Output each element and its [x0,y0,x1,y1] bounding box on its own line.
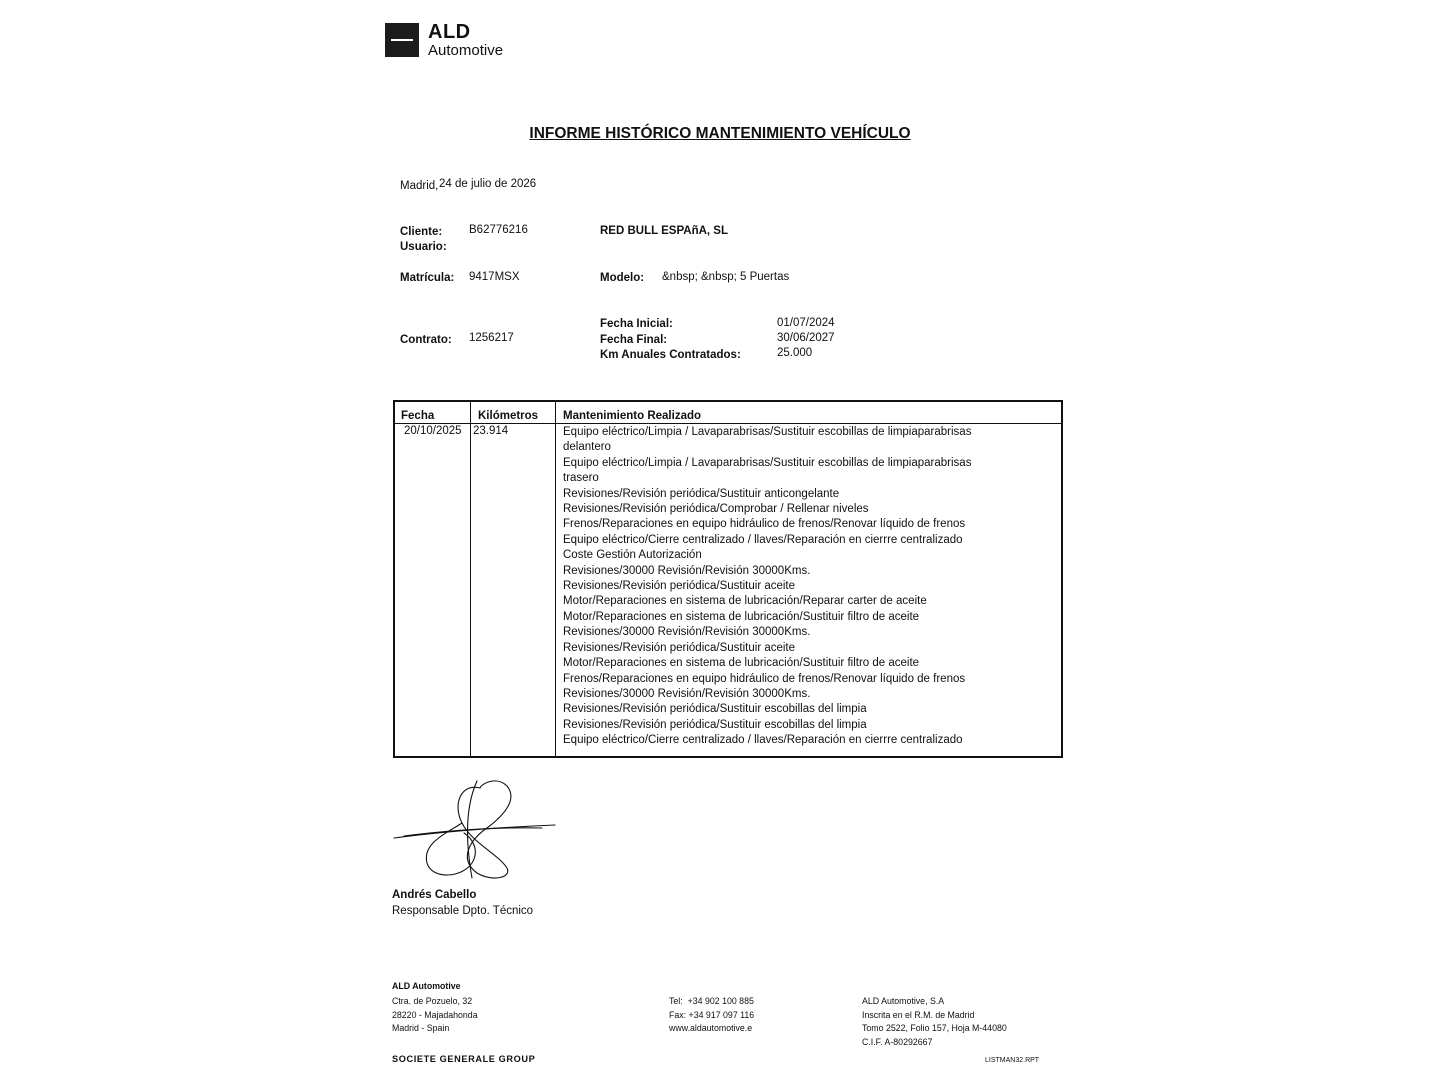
signer-name: Andrés Cabello [392,889,477,901]
row-fecha: 20/10/2025 [404,425,462,437]
report-date: 24 de julio de 2026 [439,178,537,190]
footer-fax: Fax: +34 917 097 116 [669,1009,755,1020]
fecha-inicial-label: Fecha Inicial: [600,318,673,330]
maintenance-line: Motor/Reparaciones en sistema de lubricación/Sustituir filtro de aceite [563,610,920,623]
usuario-label: Usuario: [400,241,447,253]
row-km: 23.914 [473,425,509,437]
footer-legal [862,995,1007,1049]
maintenance-line: Revisiones/Revisión periódica/Sustituir anticongelante [563,487,840,500]
matricula-label: Matrícula: [400,272,455,284]
footer-group: SOCIETE GENERALE GROUP [392,1054,536,1064]
report-title: INFORME HISTÓRICO MANTENIMIENTO VEHÍCULO [529,125,911,142]
maintenance-line: Revisiones/Revisión periódica/Comprobar / Rellenar niveles [563,503,869,516]
maintenance-line: Equipo eléctrico/Cierre centralizado / llaves/Reparación en cierrre centralizado [563,533,963,546]
maintenance-line: Equipo eléctrico/Limpia / Lavaparabrisas/Sustituir escobillas de limpiaparabrisas [563,426,972,438]
footer-tel: Tel: +34 902 100 885 [669,996,754,1006]
km-label: Km Anuales Contratados: [600,349,741,361]
maintenance-line: Equipo eléctrico/Cierre centralizado / llaves/Reparación en cierrre centralizado [563,734,963,747]
ald-logo-mark [385,23,419,57]
logo-text-automotive: Automotive [428,42,504,59]
maintenance-line: Equipo eléctrico/Limpia / Lavaparabrisas/Sustituir escobillas de limpiaparabrisas [563,456,972,469]
footer-legal-line: ALD Automotive, S.A [862,996,945,1006]
header-mantenimiento: Mantenimiento Realizado [563,410,702,422]
km-value: 25.000 [777,347,813,359]
cliente-label: Cliente: [400,226,443,238]
maintenance-line: Frenos/Reparaciones en equipo hidráulico de frenos/Renovar líquido de frenos [563,672,966,685]
footer-web: www.aldautomotive.e [669,1023,753,1034]
maintenance-line: Revisiones/Revisión periódica/Sustituir escobillas del limpia [563,703,867,716]
signer-role: Responsable Dpto. Técnico [392,905,534,917]
cliente-value: B62776216 [469,224,528,236]
maintenance-line: Revisiones/Revisión periódica/Sustituir escobillas del limpia [563,718,867,731]
maintenance-line: Coste Gestión Autorización [563,549,702,562]
header-kilometros: Kilómetros [478,410,539,422]
footer-address-line: Madrid - Spain [392,1023,450,1034]
maintenance-table [393,400,1063,758]
signature-image [392,778,557,883]
contrato-label: Contrato: [400,334,452,346]
header-fecha: Fecha [401,410,435,422]
maintenance-line: Revisiones/Revisión periódica/Sustituir aceite [563,641,796,654]
footer-legal-line: Tomo 2522, Folio 157, Hoja M-44080 [862,1023,1007,1034]
maintenance-line: Motor/Reparaciones en sistema de lubricación/Sustituir filtro de aceite [563,657,920,670]
footer-address-line: Ctra. de Pozuelo, 32 [392,996,473,1006]
maintenance-line: trasero [563,472,599,485]
footer-contact [669,995,754,1036]
modelo-label: Modelo: [600,272,645,284]
maintenance-line: Frenos/Reparaciones en equipo hidráulico de frenos/Renovar líquido de frenos [563,518,966,531]
footer-legal-line: Inscrita en el R.M. de Madrid [862,1009,975,1020]
fecha-final-label: Fecha Final: [600,334,668,346]
matricula-value: 9417MSX [469,271,520,283]
footer-company: ALD Automotive [392,981,461,991]
maintenance-line: Revisiones/Revisión periódica/Sustituir aceite [563,580,796,593]
footer-address [392,995,478,1036]
maintenance-line: Revisiones/30000 Revisión/Revisión 30000Kms. [563,687,811,700]
modelo-value: &nbsp; &nbsp; 5 Puertas [662,271,790,283]
maintenance-line: Revisiones/30000 Revisión/Revisión 30000Kms. [563,564,811,577]
cliente-name: RED BULL ESPAñA, SL [600,225,728,237]
fecha-inicial-value: 01/07/2024 [777,317,835,329]
place: Madrid, [400,180,439,192]
maintenance-line: delantero [563,441,611,454]
report-code: LISTMAN32.RPT [985,1057,1040,1064]
contrato-value: 1256217 [469,332,514,344]
maintenance-line: Motor/Reparaciones en sistema de lubricación/Reparar carter de aceite [563,595,927,608]
fecha-final-value: 30/06/2027 [777,332,835,344]
maintenance-line: Revisiones/30000 Revisión/Revisión 30000Kms. [563,626,811,639]
footer-legal-line: C.I.F. A-80292667 [862,1036,933,1047]
logo-text-ald: ALD [428,21,471,43]
footer-address-line: 28220 - Majadahonda [392,1009,478,1020]
row-maintenance-list [563,425,1053,749]
